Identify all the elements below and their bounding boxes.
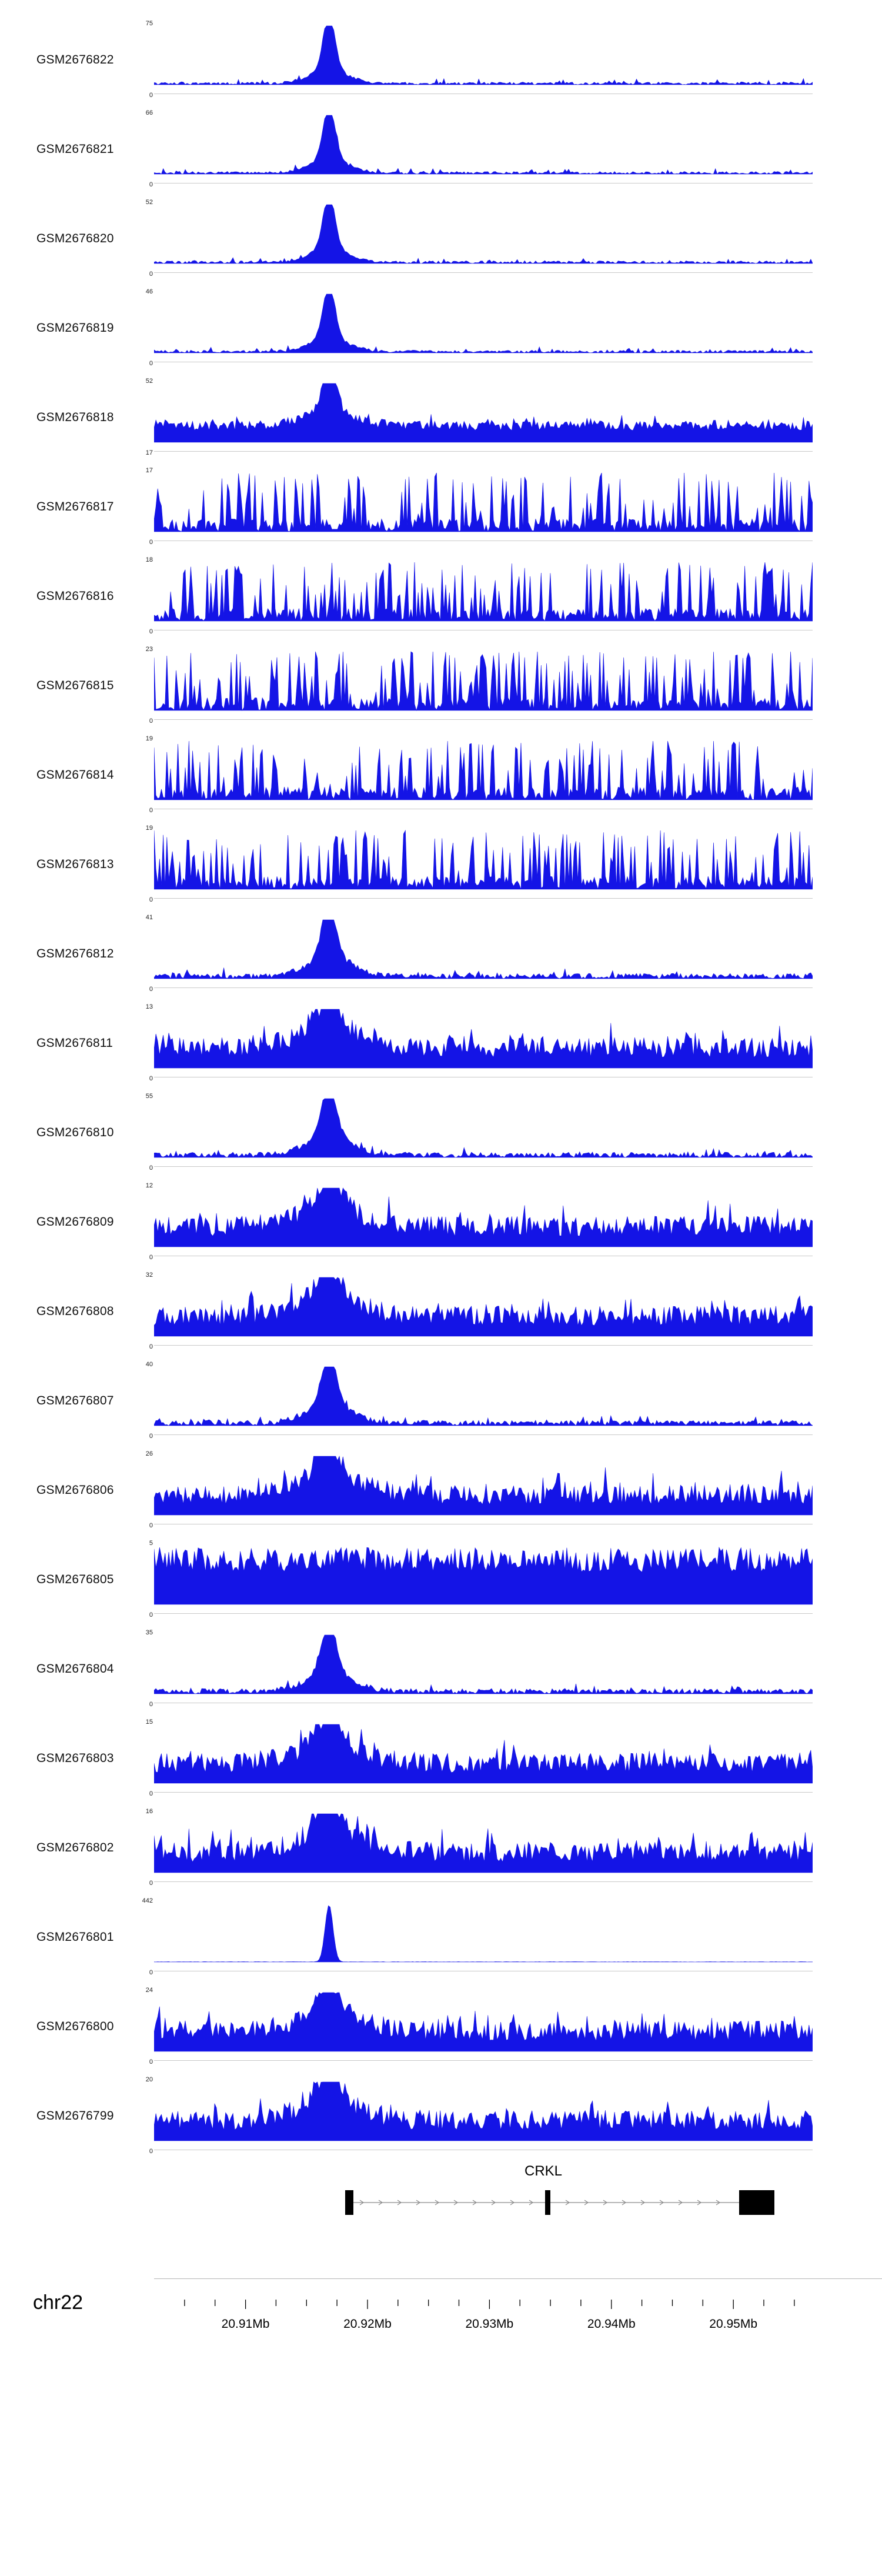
coverage-track[interactable]: [0, 820, 882, 909]
axis-tick-labels: [154, 2317, 813, 2335]
track-coverage-plot[interactable]: [154, 1186, 813, 1257]
coverage-track[interactable]: [0, 730, 882, 820]
track-axis-max: 55: [145, 1093, 153, 1100]
coverage-track[interactable]: [0, 194, 882, 283]
track-coverage-svg: [154, 1633, 813, 1704]
track-coverage-svg: [154, 560, 813, 632]
track-sample-label: GSM2676818: [36, 411, 114, 424]
track-axis-min: 0: [149, 1254, 153, 1261]
track-coverage-svg: [154, 1007, 813, 1079]
track-coverage-plot[interactable]: [154, 202, 813, 274]
track-coverage-svg: [154, 1811, 813, 1883]
track-axis-min: 0: [149, 271, 153, 278]
track-axis-min: 17: [145, 449, 153, 456]
track-coverage-svg: [154, 24, 813, 95]
track-axis-max: 24: [145, 1987, 153, 1994]
coverage-track[interactable]: [0, 1267, 882, 1356]
track-axis-min: 0: [149, 1611, 153, 1619]
track-coverage-svg: [154, 828, 813, 900]
track-axis-max: 5: [149, 1540, 153, 1547]
track-coverage-plot[interactable]: [154, 560, 813, 632]
track-coverage-svg: [154, 471, 813, 542]
track-coverage-plot[interactable]: [154, 1901, 813, 1973]
coverage-track[interactable]: [0, 105, 882, 194]
track-axis-min: 0: [149, 718, 153, 725]
coverage-track[interactable]: [0, 1356, 882, 1446]
track-axis-min: 0: [149, 1433, 153, 1440]
track-sample-label: GSM2676806: [36, 1483, 114, 1497]
track-axis-min: 0: [149, 539, 153, 546]
coverage-track[interactable]: [0, 1446, 882, 1535]
track-coverage-svg: [154, 1364, 813, 1436]
track-coverage-plot[interactable]: [154, 24, 813, 95]
track-axis-min: 0: [149, 1701, 153, 1708]
track-axis-max: 18: [145, 556, 153, 563]
track-axis-max: 442: [142, 1897, 153, 1904]
track-sample-label: GSM2676813: [36, 857, 114, 871]
track-axis-min: 0: [149, 986, 153, 993]
track-sample-label: GSM2676812: [36, 947, 114, 960]
track-axis-max: 13: [145, 1003, 153, 1010]
track-coverage-svg: [154, 1543, 813, 1615]
track-sample-label: GSM2676815: [36, 679, 114, 692]
track-axis-max: 32: [145, 1272, 153, 1279]
coverage-track[interactable]: [0, 15, 882, 105]
track-axis-min: 0: [149, 1343, 153, 1350]
track-coverage-plot[interactable]: [154, 2080, 813, 2151]
coverage-track[interactable]: [0, 1624, 882, 1714]
track-axis-max: 41: [145, 914, 153, 921]
axis-ticks-svg: [154, 2300, 813, 2316]
coverage-track[interactable]: [0, 1803, 882, 1893]
track-coverage-svg: [154, 113, 813, 185]
track-axis-min: 0: [149, 181, 153, 188]
track-coverage-plot[interactable]: [154, 1096, 813, 1168]
track-axis-max: 19: [145, 735, 153, 742]
track-coverage-plot[interactable]: [154, 828, 813, 900]
track-coverage-svg: [154, 292, 813, 363]
track-sample-label: GSM2676801: [36, 1930, 114, 1944]
track-axis-min: 0: [149, 628, 153, 635]
track-sample-label: GSM2676803: [36, 1751, 114, 1765]
track-axis-max: 52: [145, 378, 153, 385]
gene-model-svg: [154, 2183, 813, 2224]
track-sample-label: GSM2676810: [36, 1126, 114, 1139]
track-coverage-plot[interactable]: [154, 1007, 813, 1079]
coverage-track[interactable]: [0, 1535, 882, 1624]
axis-tick-label: 20.91Mb: [221, 2317, 270, 2331]
track-sample-label: GSM2676811: [36, 1036, 113, 1050]
track-sample-label: GSM2676816: [36, 589, 114, 603]
track-coverage-plot[interactable]: [154, 471, 813, 542]
track-coverage-plot[interactable]: [154, 1454, 813, 1526]
track-axis-min: 0: [149, 2148, 153, 2155]
track-axis-max: 26: [145, 1450, 153, 1457]
track-sample-label: GSM2676804: [36, 1662, 114, 1676]
track-axis-min: 0: [149, 1969, 153, 1976]
track-coverage-svg: [154, 381, 813, 453]
track-coverage-plot[interactable]: [154, 1811, 813, 1883]
track-coverage-plot[interactable]: [154, 381, 813, 453]
axis-tick-label: 20.94Mb: [587, 2317, 636, 2331]
track-coverage-plot[interactable]: [154, 1633, 813, 1704]
track-axis-max: 35: [145, 1629, 153, 1636]
track-sample-label: GSM2676814: [36, 768, 114, 782]
track-coverage-svg: [154, 1186, 813, 1257]
track-axis-min: 0: [149, 1164, 153, 1172]
track-coverage-plot[interactable]: [154, 113, 813, 185]
track-axis-max: 15: [145, 1719, 153, 1726]
track-coverage-plot[interactable]: [154, 1990, 813, 2062]
track-coverage-plot[interactable]: [154, 649, 813, 721]
gene-name-label: CRKL: [524, 2163, 563, 2179]
track-axis-max: 16: [145, 1808, 153, 1815]
track-coverage-svg: [154, 1722, 813, 1794]
track-sample-label: GSM2676799: [36, 2109, 114, 2123]
track-coverage-plot[interactable]: [154, 917, 813, 989]
coverage-track[interactable]: [0, 2071, 882, 2161]
track-coverage-svg: [154, 1990, 813, 2062]
track-axis-min: 0: [149, 896, 153, 903]
track-coverage-plot[interactable]: [154, 739, 813, 810]
track-coverage-svg: [154, 2080, 813, 2151]
track-coverage-svg: [154, 739, 813, 810]
coverage-track[interactable]: [0, 552, 882, 641]
gene-model-panel: [0, 2161, 882, 2261]
track-coverage-svg: [154, 649, 813, 721]
track-axis-min: 0: [149, 92, 153, 99]
track-axis-max: 40: [145, 1361, 153, 1368]
track-sample-label: GSM2676822: [36, 53, 114, 66]
axis-ticks: [154, 2300, 813, 2316]
track-sample-label: GSM2676820: [36, 232, 114, 245]
track-axis-max: 46: [145, 288, 153, 295]
coverage-track[interactable]: [0, 1982, 882, 2071]
track-coverage-svg: [154, 202, 813, 274]
track-axis-max: 12: [145, 1182, 153, 1189]
coverage-track[interactable]: [0, 1714, 882, 1803]
track-coverage-svg: [154, 917, 813, 989]
track-axis-min: 0: [149, 360, 153, 367]
axis-tick-label: 20.93Mb: [465, 2317, 514, 2331]
axis-tick-label: 20.92Mb: [343, 2317, 392, 2331]
chromosome-ideogram-line: [154, 2278, 882, 2279]
coverage-track[interactable]: [0, 373, 882, 462]
track-coverage-plot[interactable]: [154, 292, 813, 363]
track-coverage-svg: [154, 1901, 813, 1973]
track-axis-max: 19: [145, 825, 153, 832]
track-sample-label: GSM2676802: [36, 1841, 114, 1854]
track-axis-max: 20: [145, 2076, 153, 2083]
coverage-track[interactable]: [0, 1893, 882, 1982]
track-axis-max: 75: [145, 20, 153, 27]
track-coverage-svg: [154, 1454, 813, 1526]
gene-model-track[interactable]: [154, 2183, 813, 2224]
track-axis-max: 17: [145, 467, 153, 474]
track-sample-label: GSM2676807: [36, 1394, 114, 1407]
track-axis-min: 0: [149, 1522, 153, 1529]
track-axis-min: 0: [149, 2058, 153, 2066]
track-sample-label: GSM2676808: [36, 1304, 114, 1318]
coverage-track[interactable]: [0, 909, 882, 999]
track-sample-label: GSM2676809: [36, 1215, 114, 1229]
track-axis-max: 52: [145, 199, 153, 206]
track-coverage-plot[interactable]: [154, 1364, 813, 1436]
coverage-track[interactable]: [0, 999, 882, 1088]
coverage-track[interactable]: [0, 283, 882, 373]
coverage-tracks-container: [0, 15, 882, 2161]
track-axis-min: 0: [149, 1880, 153, 1887]
coverage-track[interactable]: [0, 1177, 882, 1267]
track-sample-label: GSM2676817: [36, 500, 114, 513]
track-sample-label: GSM2676805: [36, 1573, 114, 1586]
track-axis-min: 0: [149, 1790, 153, 1797]
chromosome-label: chr22: [33, 2291, 83, 2314]
track-coverage-svg: [154, 1275, 813, 1347]
track-coverage-plot[interactable]: [154, 1275, 813, 1347]
track-sample-label: GSM2676800: [36, 2020, 114, 2033]
track-sample-label: GSM2676821: [36, 142, 114, 156]
chromosome-axis-panel: [0, 2261, 882, 2349]
track-axis-min: 0: [149, 1075, 153, 1082]
track-axis-max: 66: [145, 109, 153, 116]
track-coverage-svg: [154, 1096, 813, 1168]
track-coverage-plot[interactable]: [154, 1722, 813, 1794]
coverage-track[interactable]: [0, 641, 882, 730]
track-axis-min: 0: [149, 807, 153, 814]
coverage-track[interactable]: [0, 1088, 882, 1177]
track-axis-max: 23: [145, 646, 153, 653]
track-sample-label: GSM2676819: [36, 321, 114, 335]
track-coverage-plot[interactable]: [154, 1543, 813, 1615]
axis-tick-label: 20.95Mb: [709, 2317, 758, 2331]
coverage-track[interactable]: [0, 462, 882, 552]
top-spacer: [0, 0, 882, 15]
